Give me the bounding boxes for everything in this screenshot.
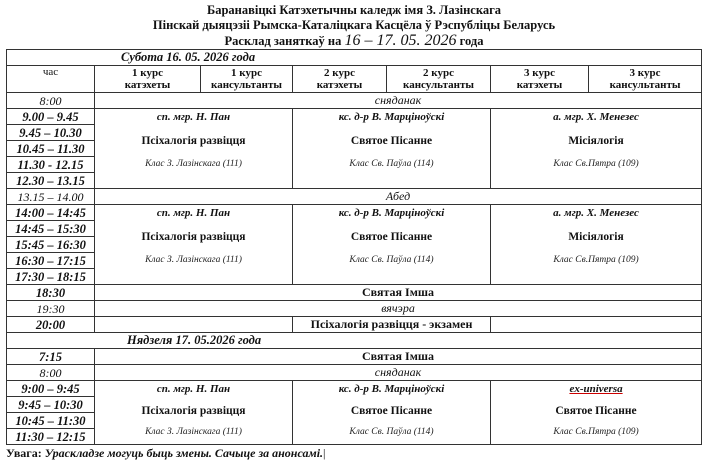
group-type: катэхеты — [124, 79, 171, 91]
subject-name: Псіхалогія развіцця — [141, 231, 246, 243]
group-course: 1 курс — [231, 67, 262, 79]
group-type: кансультанты — [211, 79, 282, 91]
warning-note — [6, 446, 708, 461]
table-row — [7, 349, 702, 365]
group-course: 1 курс — [132, 67, 163, 79]
note-label: Увага: — [6, 446, 42, 460]
schedule-table — [6, 49, 702, 445]
teacher-name: сп. мгр. Н. Пан — [156, 383, 231, 395]
teacher-name: сп. мгр. Н. Пан — [156, 111, 231, 123]
col-header-group — [387, 66, 491, 93]
time-cell: 19:30 — [7, 301, 95, 317]
group-course: 2 курс — [423, 67, 454, 79]
table-row — [7, 301, 702, 317]
subject-name: Псіхалогія развіцця — [141, 405, 246, 417]
time-cell: 11.30 - 12.15 — [7, 157, 95, 173]
room-name: Клас З. Лазінскага (111) — [145, 159, 242, 169]
table-row — [7, 317, 702, 333]
col-header-time: час — [7, 66, 95, 93]
subject-name: Місіялогія — [568, 231, 624, 243]
sunday-title: Нядзеля 17. 05.2026 года — [7, 333, 702, 349]
saturday-day-row — [7, 50, 702, 66]
lesson-cell — [293, 381, 491, 445]
mass-cell: Святая Імша — [95, 285, 702, 301]
lunch-cell: Абед — [95, 189, 702, 205]
room-name: Клас Св. Паўла (114) — [349, 255, 434, 265]
subject-name: Святое Пісанне — [350, 405, 433, 417]
time-cell: 20:00 — [7, 317, 95, 333]
lesson-cell — [95, 109, 293, 189]
time-cell: 11:30 – 12:15 — [7, 429, 95, 445]
group-course: 2 курс — [324, 67, 355, 79]
group-course: 3 курс — [629, 67, 661, 79]
teacher-name: кс. д-р В. Марціноўскі — [338, 111, 445, 123]
table-row — [7, 189, 702, 205]
table-row — [7, 365, 702, 381]
schedule-dates: 16 – 17. 05. 2026 — [344, 32, 457, 49]
lesson-cell — [491, 381, 702, 445]
teacher-name: а. мгр. Х. Менезес — [553, 207, 639, 219]
lesson-cell — [293, 109, 491, 189]
saturday-title: Субота 16. 05. 2026 года — [7, 50, 702, 66]
teacher-name: кс. д-р В. Марціноўскі — [338, 207, 445, 219]
breakfast-cell: сняданак — [95, 93, 702, 109]
room-name: Клас З. Лазінскага (111) — [145, 427, 242, 437]
subject-name: Псіхалогія развіцця — [141, 135, 246, 147]
subject-name: Святое Пісанне — [555, 405, 637, 417]
teacher-name: кс. д-р В. Марціноўскі — [338, 383, 445, 395]
lesson-cell — [293, 205, 491, 285]
subject-name: Місіялогія — [568, 135, 624, 147]
time-cell: 10.45 – 11.30 — [7, 141, 95, 157]
sunday-day-row — [7, 333, 702, 349]
group-type: кансультанты — [403, 79, 474, 91]
time-cell: 9.45 – 10.30 — [7, 125, 95, 141]
group-type: катэхеты — [516, 79, 563, 91]
time-cell: 15:45 – 16:30 — [7, 237, 95, 253]
time-cell: 16:30 – 17:15 — [7, 253, 95, 269]
time-cell: 8:00 — [7, 365, 95, 381]
schedule-title-prefix: Расклад заняткаў на — [224, 34, 345, 48]
time-cell: 18:30 — [7, 285, 95, 301]
note-text: Ураскладзе могуць быць змены. Сачыце за анонсамі. — [41, 446, 324, 460]
lesson-cell — [95, 381, 293, 445]
table-row — [7, 205, 702, 221]
teacher-name: ex-universa — [569, 383, 623, 395]
subject-name: Святое Пісанне — [350, 135, 433, 147]
time-cell: 13.15 – 14.00 — [7, 189, 95, 205]
room-name: Клас Св. Паўла (114) — [349, 159, 434, 169]
breakfast-cell: сняданак — [95, 365, 702, 381]
table-row — [7, 109, 702, 125]
time-cell: 12.30 – 13.15 — [7, 173, 95, 189]
time-cell: 7:15 — [7, 349, 95, 365]
col-header-group — [201, 66, 293, 93]
col-header-group — [95, 66, 201, 93]
empty-cell — [491, 317, 702, 333]
college-title: Баранавіцкі Катэхетычны каледж імя З. Лазінскага — [206, 3, 502, 17]
time-cell: 8:00 — [7, 93, 95, 109]
room-name: Клас Св.Пятра (109) — [553, 255, 639, 265]
room-name: Клас Св.Пятра (109) — [553, 427, 639, 437]
lesson-cell — [491, 109, 702, 189]
group-type: кансультанты — [609, 79, 681, 91]
lesson-cell — [491, 205, 702, 285]
group-course: 3 курс — [524, 67, 555, 79]
schedule-title-suffix: года — [456, 34, 484, 48]
time-cell: 9:00 – 9:45 — [7, 381, 95, 397]
col-header-group — [293, 66, 387, 93]
time-cell: 9.00 – 9.45 — [7, 109, 95, 125]
col-header-group — [491, 66, 589, 93]
time-cell: 14:00 – 14:45 — [7, 205, 95, 221]
time-cell: 17:30 – 18:15 — [7, 269, 95, 285]
column-header-row — [7, 66, 702, 93]
time-cell: 10:45 – 11:30 — [7, 413, 95, 429]
table-row — [7, 285, 702, 301]
col-header-group — [589, 66, 702, 93]
table-row — [7, 381, 702, 397]
schedule-title — [0, 33, 708, 49]
empty-cell — [95, 317, 293, 333]
time-cell: 9:45 – 10:30 — [7, 397, 95, 413]
room-name: Клас Св.Пятра (109) — [553, 159, 639, 169]
time-cell: 14:45 – 15:30 — [7, 221, 95, 237]
diocese-title: Пінскай дыяцэзіі Рымска-Каталіцкага Касцёла ў Рэспубліцы Беларусь — [152, 18, 556, 32]
mass-cell: Святая Імша — [95, 349, 702, 365]
text-cursor: | — [323, 446, 326, 460]
dinner-cell: вячэра — [95, 301, 702, 317]
teacher-name: а. мгр. Х. Менезес — [553, 111, 639, 123]
room-name: Клас З. Лазінскага (111) — [145, 255, 242, 265]
exam-cell: Псіхалогія развіцця - экзамен — [293, 317, 491, 333]
table-row — [7, 93, 702, 109]
room-name: Клас Св. Паўла (114) — [349, 427, 434, 437]
teacher-name: сп. мгр. Н. Пан — [156, 207, 231, 219]
group-type: катэхеты — [316, 79, 363, 91]
subject-name: Святое Пісанне — [350, 231, 433, 243]
lesson-cell — [95, 205, 293, 285]
